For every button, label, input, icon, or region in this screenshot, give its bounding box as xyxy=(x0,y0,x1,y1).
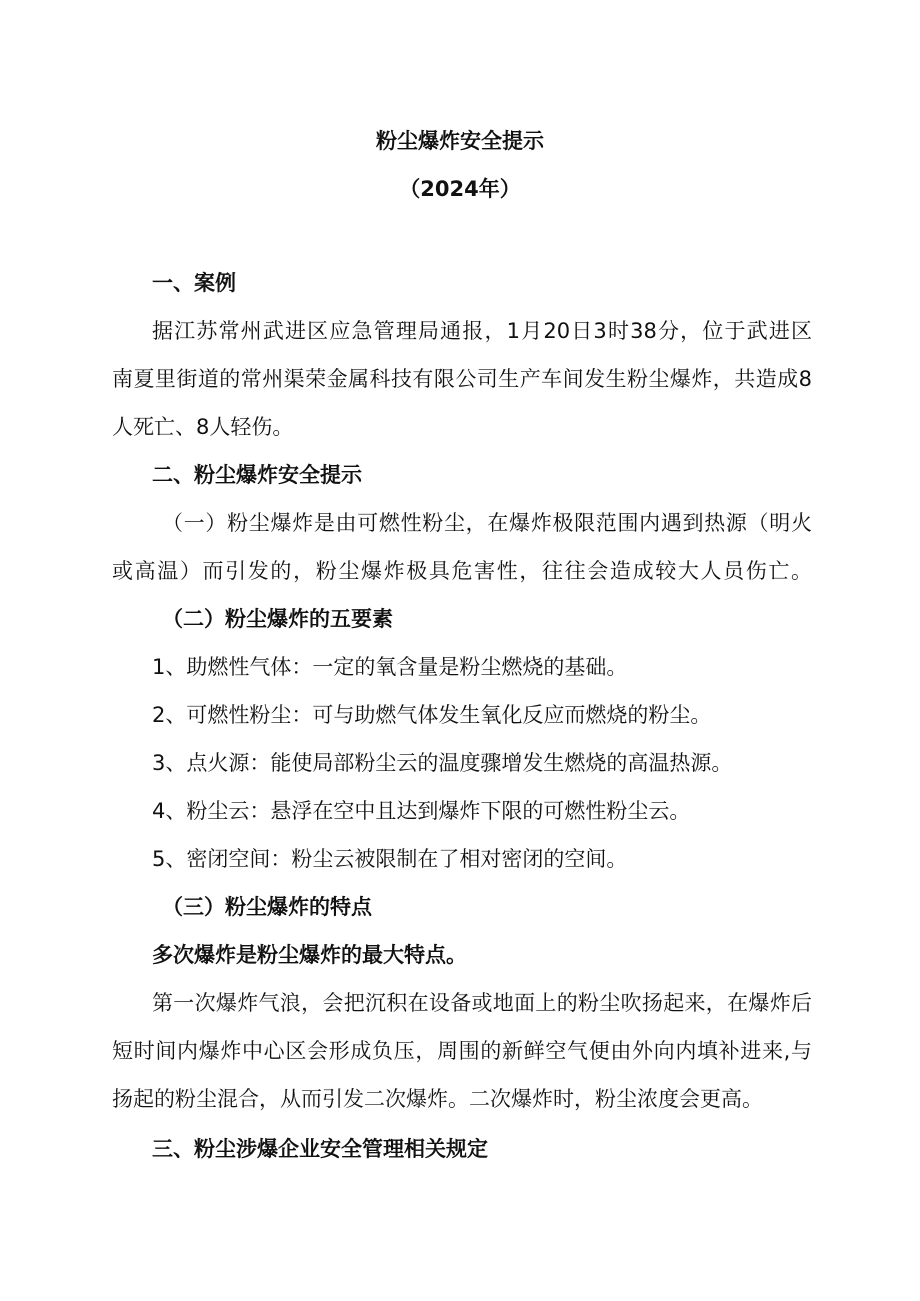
document-title: 粉尘爆炸安全提示 xyxy=(376,129,544,153)
document-subtitle: （2024年） xyxy=(399,177,521,201)
case-paragraph-line: 人死亡、8人轻伤。 xyxy=(112,415,294,439)
case-paragraph-line: 南夏里街道的常州渠荣金属科技有限公司生产车间发生粉尘爆炸，共造成8 xyxy=(112,367,812,391)
list-item: 1、助燃性气体：一定的氧含量是粉尘燃烧的基础。 xyxy=(152,655,628,679)
five-elements-heading: （二）粉尘爆炸的五要素 xyxy=(162,607,393,631)
tip-one-line: 或高温）而引发的，粉尘爆炸极具危害性，往往会造成较大人员伤亡。 xyxy=(112,559,812,583)
case-paragraph-line: 据江苏常州武进区应急管理局通报，1月20日3时38分，位于武进区 xyxy=(152,319,812,343)
characteristics-paragraph-line: 短时间内爆炸中心区会形成负压，周围的新鲜空气便由外向内填补进来,与 xyxy=(112,1039,812,1063)
list-item: 4、粉尘云：悬浮在空中且达到爆炸下限的可燃性粉尘云。 xyxy=(152,799,691,823)
characteristics-paragraph-line: 扬起的粉尘混合，从而引发二次爆炸。二次爆炸时，粉尘浓度会更高。 xyxy=(112,1087,763,1111)
section-heading-case: 一、案例 xyxy=(152,271,236,295)
tip-one-line: （一）粉尘爆炸是由可燃性粉尘，在爆炸极限范围内遇到热源（明火 xyxy=(162,511,812,535)
characteristics-emphasis: 多次爆炸是粉尘爆炸的最大特点。 xyxy=(152,943,467,967)
section-heading-safety-tips: 二、粉尘爆炸安全提示 xyxy=(152,463,362,487)
characteristics-paragraph-line: 第一次爆炸气浪，会把沉积在设备或地面上的粉尘吹扬起来，在爆炸后 xyxy=(152,991,812,1015)
list-item: 2、可燃性粉尘：可与助燃气体发生氧化反应而燃烧的粉尘。 xyxy=(152,703,712,727)
characteristics-heading: （三）粉尘爆炸的特点 xyxy=(162,895,372,919)
section-heading-regulations: 三、粉尘涉爆企业安全管理相关规定 xyxy=(152,1137,488,1161)
list-item: 5、密闭空间：粉尘云被限制在了相对密闭的空间。 xyxy=(152,847,628,871)
list-item: 3、点火源：能使局部粉尘云的温度骤增发生燃烧的高温热源。 xyxy=(152,751,733,775)
